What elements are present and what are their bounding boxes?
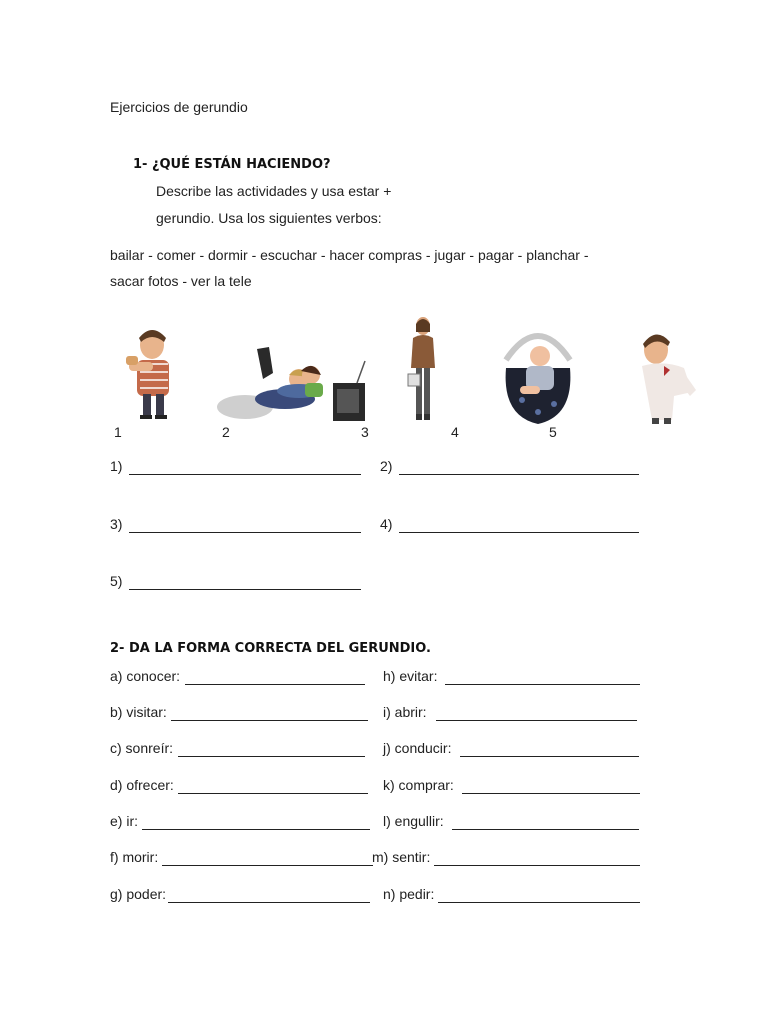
verb-item-a-label: a) conocer: <box>110 668 181 684</box>
boy-listening-image <box>634 326 700 426</box>
verb-item-j-blank[interactable] <box>460 756 639 757</box>
verb-item-c-label: c) sonreír: <box>110 740 174 756</box>
answer-4 <box>380 516 640 536</box>
verb-item-n-blank[interactable] <box>438 902 640 903</box>
verb-item-l-blank[interactable] <box>452 829 639 830</box>
verb-item-h-label: h) evitar: <box>383 668 438 684</box>
answer-2-label: 2) <box>380 458 393 474</box>
verb-item-f-blank[interactable] <box>162 865 373 866</box>
verb-item-d-label: d) ofrecer: <box>110 777 174 793</box>
verb-item-i-blank[interactable] <box>436 720 637 721</box>
verb-item-a-blank[interactable] <box>185 684 365 685</box>
verb-item-f-label: f) morir: <box>110 849 159 865</box>
answer-5 <box>110 573 362 593</box>
verb-item-e-blank[interactable] <box>142 829 370 830</box>
image-number-3: 3 <box>361 424 369 440</box>
verb-item-e-label: e) ir: <box>110 813 138 829</box>
verb-item-k-label: k) comprar: <box>383 777 454 793</box>
section2-heading: 2- DA LA FORMA CORRECTA DEL GERUNDIO. <box>110 641 431 656</box>
image-number-4: 4 <box>451 424 459 440</box>
answer-3-label: 3) <box>110 516 123 532</box>
verb-item-l-label: l) engullir: <box>383 813 444 829</box>
verb-item-j-label: j) conducir: <box>383 740 452 756</box>
answer-1-label: 1) <box>110 458 123 474</box>
verb-item-n-label: n) pedir: <box>383 886 435 902</box>
verb-item-b-label: b) visitar: <box>110 704 167 720</box>
verb-item-g-label: g) poder: <box>110 886 167 902</box>
verb-item-m-label: m) sentir: <box>372 849 431 865</box>
verb-item-m-blank[interactable] <box>434 865 640 866</box>
answer-2-blank[interactable] <box>399 474 639 475</box>
page-title: Ejercicios de gerundio <box>110 99 248 115</box>
verb-item-d-blank[interactable] <box>178 793 368 794</box>
instruction-line-2: gerundio. Usa los siguientes verbos: <box>156 210 382 226</box>
instruction-line-1: Describe las actividades y usa estar + <box>156 183 392 199</box>
answer-1-blank[interactable] <box>129 474 361 475</box>
section1-heading: 1- ¿QUÉ ESTÁN HACIENDO? <box>133 157 331 172</box>
answer-4-label: 4) <box>380 516 393 532</box>
verb-item-i-label: i) abrir: <box>383 704 427 720</box>
verb-item-h-blank[interactable] <box>445 684 640 685</box>
answer-5-blank[interactable] <box>129 589 361 590</box>
kids-watching-tv-image <box>215 343 370 425</box>
answer-4-blank[interactable] <box>399 532 639 533</box>
image-number-5: 5 <box>549 424 557 440</box>
answer-3 <box>110 516 362 536</box>
image-number-1: 1 <box>114 424 122 440</box>
baby-sleeping-image <box>498 320 578 426</box>
boy-eating-image <box>112 320 182 428</box>
verb-list-line-1: bailar - comer - dormir - escuchar - hacer compras - jugar - pagar - planchar - <box>110 247 589 263</box>
answer-3-blank[interactable] <box>129 532 361 533</box>
verb-item-k-blank[interactable] <box>462 793 640 794</box>
verb-item-b-blank[interactable] <box>171 720 368 721</box>
answer-5-label: 5) <box>110 573 123 589</box>
answer-2 <box>380 458 640 478</box>
image-number-2: 2 <box>222 424 230 440</box>
woman-shopping-image <box>402 316 444 428</box>
verb-item-g-blank[interactable] <box>168 902 370 903</box>
verb-item-c-blank[interactable] <box>178 756 365 757</box>
answer-1 <box>110 458 362 478</box>
verb-list-line-2: sacar fotos - ver la tele <box>110 273 252 289</box>
